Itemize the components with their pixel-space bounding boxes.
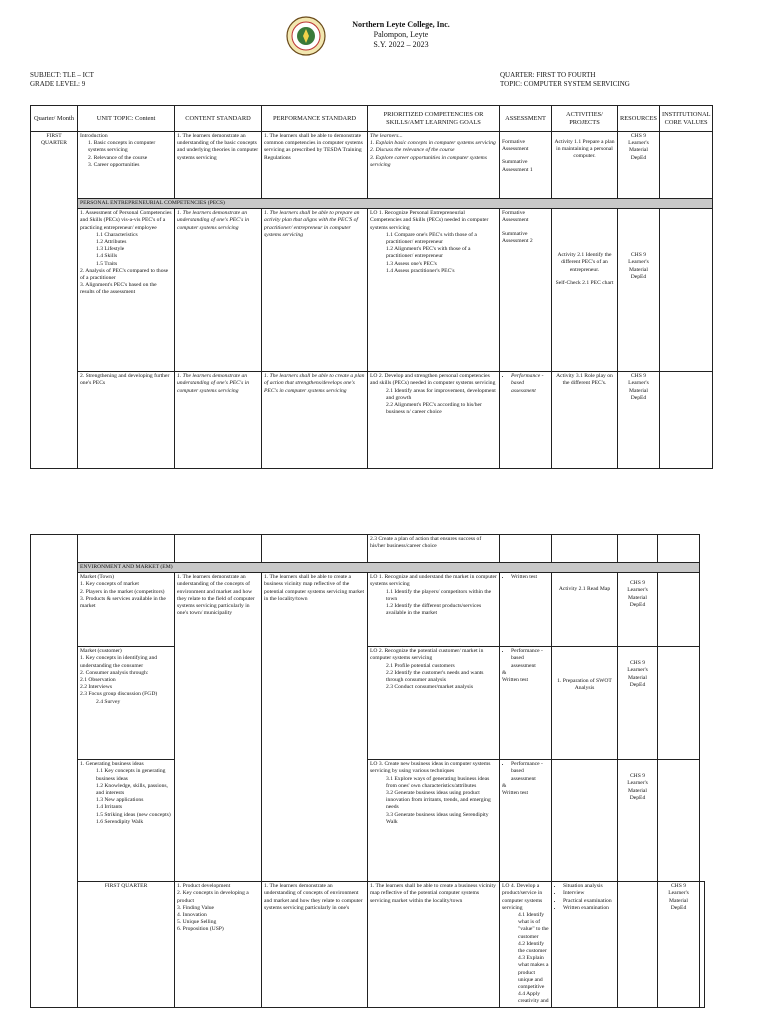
assessment-line: Formative Assessment xyxy=(502,139,529,153)
assessment-item: • Situation analysis xyxy=(563,883,615,890)
col-activities: ACTIVITIES/ PROJECTS xyxy=(552,106,618,132)
unit-line: 1. Generating business ideas xyxy=(80,761,144,768)
unit-line: 1. Key concepts in identifying and understanding the consumer xyxy=(80,655,158,669)
unit-line: 1. Key concepts of market xyxy=(80,581,139,588)
core-values-cell xyxy=(658,760,700,882)
activity-cell xyxy=(552,132,618,199)
assessment-item: • Performance -based assessment xyxy=(511,648,549,670)
competency-line: LO 4. Develop a product/service in computer systems servicing xyxy=(502,883,543,911)
competencies-cell xyxy=(368,132,500,199)
competency-line: 2.2 Alignment's PEC's according to his/her business n/ career choice xyxy=(386,402,482,416)
unit-line: 2.2 Interviews xyxy=(80,684,113,691)
unit-line: 1. Product development xyxy=(177,883,231,890)
unit-line: 2.1 Observation xyxy=(80,677,116,684)
resource-line: CHS 9 xyxy=(629,660,646,667)
resources-cell xyxy=(618,372,660,469)
unit-cell xyxy=(78,209,175,372)
col-quarter: Quarter/ Month xyxy=(31,106,78,132)
resource-line: CHS 9 xyxy=(670,883,687,890)
activity-text: Activity 1.1 Prepare a plan in maintaining a personal computer. xyxy=(554,139,615,160)
performance-standard-cell: 1. The learners shall be able to create a business vicinity map reflective of the potential computer systems servicing market in the locality/town xyxy=(262,573,368,882)
unit-line: 1.3 Lifestyle xyxy=(96,246,125,253)
quarter-cell: FIRST QUARTER xyxy=(78,882,175,1007)
competency-line: 2.2 Identify the customer's needs and wants through consumer analysis xyxy=(386,669,484,684)
assessment-item: • Written test xyxy=(511,574,549,581)
performance-standard-cell: 1. The learners shall be able to create a plan of action that strengthens/develops one's PEC's in computer systems servicing xyxy=(262,372,368,469)
assessment-line: Formative Assessment xyxy=(502,210,529,224)
section-band-row xyxy=(31,563,705,573)
competency-line: 2.3 Conduct consumer/market analysis xyxy=(386,684,473,691)
document-header xyxy=(0,16,768,66)
competency-line: 4.1 Identify what is of "value" to the customer xyxy=(518,912,549,940)
unit-cell xyxy=(78,535,175,563)
competency-line: LO 3. Create new business ideas in computer systems servicing by using various techniques xyxy=(370,761,491,775)
competency-line: 4.2 Identify the customer xyxy=(518,940,547,955)
unit-line: 2.4 Survey xyxy=(96,698,121,705)
performance-standard-cell: 1. The learners shall be able to create a business vicinity map reflective of the potential computer systems servicing market within the locality/town xyxy=(368,882,500,1007)
unit-line: Market (Town) xyxy=(80,574,114,581)
unit-line: 2.3 Focus group discussion (FGD) xyxy=(80,691,158,698)
competency-line: 3.1 Explore ways of generating business ideas from ones' own characteristics/attributes xyxy=(386,775,490,789)
unit-cell xyxy=(78,132,175,199)
unit-line: 1.5 Striking ideas (new concepts) xyxy=(96,811,171,818)
resources-cell xyxy=(618,647,658,760)
core-values-cell xyxy=(659,372,712,469)
core-values-cell xyxy=(658,573,700,647)
competencies-cell xyxy=(368,647,500,760)
resource-line: DepEd xyxy=(629,681,646,688)
unit-line: 1.4 Skills xyxy=(96,253,118,260)
header-row xyxy=(31,106,713,132)
resources-cell xyxy=(618,535,658,563)
topic-label: TOPIC: COMPUTER SYSTEM SERVICING xyxy=(500,80,630,88)
assessment-cell xyxy=(500,535,552,563)
unit-line: 1. Assessment of Personal Competencies and Skills (PECs) vis-a-vis PEC's of a practicing entrepreneur/ employee xyxy=(80,210,172,231)
assessment-cell xyxy=(500,209,552,372)
col-assessment: ASSESSMENT xyxy=(500,106,552,132)
activity-cell: Activity 3.1 Role play on the different PEC's. xyxy=(552,372,618,469)
unit-cell xyxy=(175,882,262,1007)
performance-standard-cell xyxy=(262,535,368,563)
content-standard-cell: 1. The learners demonstrate an understanding of one's PEC's in computer systems servicing xyxy=(175,372,262,469)
competency-line: 3.2 Generate business ideas using product innovation from irritants, trends, and emerging needs xyxy=(386,790,491,811)
unit-line: 1. Basic concepts in computer systems servicing xyxy=(88,140,156,154)
core-values-cell xyxy=(658,535,700,563)
table-row xyxy=(31,372,713,469)
school-year: S.Y. 2022 – 2023 xyxy=(373,40,429,49)
core-values-cell xyxy=(700,882,705,1007)
core-values-cell xyxy=(659,132,712,199)
unit-line: 3. Alignment's PEC's based on the results of the assessment xyxy=(80,282,157,296)
unit-cell xyxy=(78,647,175,760)
assessment-item: • Performance -based assessment xyxy=(511,761,549,783)
quarter-cell: FIRST QUARTER xyxy=(31,132,78,469)
resources-cell xyxy=(618,209,660,372)
core-values-cell xyxy=(658,647,700,760)
col-competencies: PRIORITIZED COMPETENCIES OR SKILLS/AMT LEARNING GOALS xyxy=(368,106,500,132)
resource-line: Learner's Material xyxy=(628,259,649,273)
competency-line: 1.2 Identify the different products/services available in the market xyxy=(386,603,482,617)
unit-line: 3. Products & services available in the market xyxy=(80,595,166,610)
unit-line: 1.6 Serendipity Walk xyxy=(96,818,144,825)
col-unit-topic: UNIT TOPIC: Content xyxy=(78,106,175,132)
competencies-cell xyxy=(368,573,500,647)
resource-line: Learner's Material xyxy=(628,380,649,394)
unit-line: 6. Proposition (USP) xyxy=(177,926,224,933)
col-resources: RESOURCES xyxy=(618,106,660,132)
activity-line: Self-Check 2.1 PEC chart xyxy=(555,279,614,286)
quarter-label: QUARTER: FIRST TO FOURTH xyxy=(500,71,596,79)
assessment-cell xyxy=(500,573,552,647)
resource-line: DepEd xyxy=(630,394,647,401)
assessment-line: & xyxy=(502,782,507,789)
activity-cell xyxy=(618,882,658,1007)
competency-line: 1.1 Compare one's PEC's with those of a practitioner/ entrepreneur xyxy=(386,231,477,246)
assessment-line: & xyxy=(502,669,507,676)
table-row xyxy=(31,573,705,647)
unit-line: 1.3 New applications xyxy=(96,797,144,804)
school-address: Palompon, Leyte xyxy=(373,30,429,39)
subject-meta xyxy=(30,71,94,89)
assessment-line: Summative Assessment 2 xyxy=(502,230,533,244)
quarter-cell xyxy=(31,535,78,1008)
competencies-cell xyxy=(368,372,500,469)
resource-line: CHS 9 xyxy=(630,133,646,139)
unit-line: 2. Analysis of PEC's compared to those of a practitioner xyxy=(80,267,169,282)
competencies-cell xyxy=(500,882,552,1007)
competency-line: 3. Explore career opportunities in computer systems servicing xyxy=(370,154,487,168)
resource-line: Learner's Material xyxy=(627,780,648,794)
col-content-standard: CONTENT STANDARD xyxy=(175,106,262,132)
competency-line: 4.3 Explain what makes a product unique and competitive xyxy=(518,955,549,991)
performance-standard-cell: 1. The learners shall be able to demonstrate common competencies in computer systems servicing as prescribed by TESDA Training Regulations xyxy=(262,132,368,199)
content-standard-cell xyxy=(175,535,262,563)
unit-cell xyxy=(78,573,175,647)
unit-line: 2. Relevance of the course xyxy=(88,154,148,161)
unit-line: 2. Consumer analysis through: xyxy=(80,669,149,676)
resource-line: CHS 9 xyxy=(630,373,646,380)
activity-text: 1. Preparation of SWOT Analysis xyxy=(557,678,612,692)
competency-line: 1.2 Alignment's PEC's with those of a practitioner/ entrepreneur xyxy=(386,246,471,260)
resource-line: DepEd xyxy=(629,794,646,801)
activity-text: Activity 2.1 Read Map xyxy=(558,586,611,593)
activity-cell xyxy=(552,573,618,647)
unit-line: 3. Finding Value xyxy=(177,904,215,911)
assessment-line: Written test xyxy=(502,677,529,684)
assessment-item: • Interview xyxy=(563,890,615,897)
competency-line: LO 1. Recognize Personal Entrepreneurial Competencies and Skills (PECs) needed in computer systems servicing xyxy=(370,210,489,231)
section-band-row xyxy=(31,199,713,209)
resources-cell xyxy=(618,573,658,647)
core-values-cell xyxy=(659,209,712,372)
competency-line: 1.1 Identify the players/ competitors within the town xyxy=(386,588,492,602)
unit-line: Introduction xyxy=(80,133,108,139)
activity-cell xyxy=(552,760,618,882)
assessment-cell xyxy=(500,132,552,199)
assessment-cell xyxy=(500,647,552,760)
assessment-cell xyxy=(552,882,618,1007)
resource-line: Learner's Material xyxy=(627,667,648,681)
unit-line: 1.4 Irritants xyxy=(96,804,123,811)
performance-standard-cell: 1. The learners shall be able to prepare an activity plan that aligns with the PEC'S of practitioner/ entrepreneur in computer systems servicing xyxy=(262,209,368,372)
unit-line: 1.2 Attributes xyxy=(96,239,127,246)
content-standard-cell: 1. The learners demonstrate an understanding of one's PEC's in computer systems servicing xyxy=(175,209,262,372)
resources-cell xyxy=(618,132,660,199)
quarter-meta xyxy=(500,71,630,89)
unit-line: 4. Innovation xyxy=(177,912,207,919)
resource-line: CHS 9 xyxy=(629,773,646,780)
resource-line: DepEd xyxy=(670,904,687,911)
table-row xyxy=(31,760,705,882)
competency-line: 4.4 Apply creativity and xyxy=(518,991,549,1005)
assessment-line: Summative Assessment 1 xyxy=(502,159,533,173)
curriculum-table-1 xyxy=(30,105,713,469)
unit-line: 3. Career opportunities xyxy=(88,161,140,168)
unit-cell xyxy=(78,760,175,882)
school-seal-logo xyxy=(286,16,326,56)
competency-line: 1. Explain basic concepts in computer systems servicing xyxy=(370,140,496,147)
school-name: Northern Leyte College, Inc. xyxy=(352,20,450,29)
resource-line: DepEd xyxy=(630,154,647,161)
assessment-cell xyxy=(500,372,552,469)
assessment-cell xyxy=(500,760,552,882)
resource-line: Learner's Material xyxy=(668,890,689,904)
content-standard-cell: 1. The learners demonstrate an understanding of the concepts of environment and market and how they relate to the field of computer systems servicing particularly in one's town/ municipality xyxy=(175,573,262,882)
table-row xyxy=(31,535,705,563)
competency-line: LO 2. Develop and strengthen personal competencies and skills (PECs) needed in computer systems servicing xyxy=(370,373,496,387)
section-band-em: ENVIRONMENT AND MARKET (EM) xyxy=(78,563,700,573)
activity-cell xyxy=(552,647,618,760)
competency-line: LO 2. Recognize the potential customer/ market in computer systems servicing xyxy=(370,648,484,662)
competencies-cell xyxy=(368,760,500,882)
unit-cell: 2. Strengthening and developing further one's PECs xyxy=(78,372,175,469)
assessment-item: • Performance -based assessment xyxy=(511,373,549,395)
competency-line: 1.4 Assess practitioner's PEC's xyxy=(386,267,455,274)
assessment-line: Written test xyxy=(502,790,529,797)
resource-line: Learner's Material xyxy=(627,587,648,601)
activity-cell xyxy=(552,209,618,372)
unit-line: 5. Unique Selling xyxy=(177,919,217,926)
competency-line: 2.1 Identify areas for improvement, development and growth xyxy=(386,387,496,401)
content-standard-cell: 1. The learners demonstrate an understanding of concepts of environment and market and how they relate to computer systems servicing particularly in one's xyxy=(262,882,368,1007)
subject-label: SUBJECT: TLE – ICT xyxy=(30,71,94,79)
grade-label: GRADE LEVEL: 9 xyxy=(30,80,86,88)
table-row xyxy=(31,132,713,199)
unit-line: 1.2 Knowledge, skills, passions, and interests xyxy=(96,782,168,797)
table-row xyxy=(31,647,705,760)
table-row xyxy=(31,209,713,372)
section-band-pecs: PERSONAL ENTREPRENEURIAL COMPETENCIES (PECS) xyxy=(78,199,713,209)
unit-line: Market (customer) xyxy=(80,648,122,655)
activity-cell xyxy=(552,535,618,563)
competency-line: 1.3 Assess one's PEC's xyxy=(386,260,437,267)
unit-line: 1.1 Characteristics xyxy=(96,231,138,238)
unit-line: 2. Players in the market (competitors) xyxy=(80,588,165,595)
content-standard-cell: 1. The learners demonstrate an understanding of the basic concepts and underlying theories in computer systems servicing xyxy=(175,132,262,199)
resource-line: CHS 9 xyxy=(630,252,646,259)
table-row xyxy=(31,882,705,1007)
unit-line: 1.5 Traits xyxy=(96,260,118,267)
resources-cell xyxy=(658,882,700,1007)
competency-line: 2. Discuss the relevance of the course xyxy=(370,147,455,154)
activity-line: Activity 2.1 Identify the different PEC's of an entrepreneur. xyxy=(557,252,612,273)
unit-line: 1.1 Key concepts in generating business ideas xyxy=(96,768,166,782)
resources-cell xyxy=(618,760,658,882)
assessment-item: • Practical examination xyxy=(563,898,615,905)
competency-line: The learners... xyxy=(370,133,403,139)
col-performance-standard: PERFORMANCE STANDARD xyxy=(262,106,368,132)
curriculum-table-2 xyxy=(30,534,705,1008)
competencies-cell: 2.3 Create a plan of action that ensures success of his/her business/career choice xyxy=(368,535,500,563)
resource-line: Learner's Material xyxy=(628,140,649,154)
resource-line: DepEd xyxy=(629,601,646,608)
competency-line: 3.3 Generate business ideas using Serendipity Walk xyxy=(386,811,489,825)
competency-line: 2.1 Profile potential customers xyxy=(386,662,455,669)
resource-line: DepEd xyxy=(630,273,647,280)
unit-line: 2. Key concepts in developing a product xyxy=(177,890,249,904)
competency-line: LO 1. Recognize and understand the market in computer systems servicing xyxy=(370,574,497,588)
competencies-cell xyxy=(368,209,500,372)
assessment-item: • Written examination xyxy=(563,905,615,912)
col-core-values: INSTITUTIONAL CORE VALUES xyxy=(659,106,712,132)
school-info xyxy=(331,20,471,50)
resource-line: CHS 9 xyxy=(629,580,646,587)
